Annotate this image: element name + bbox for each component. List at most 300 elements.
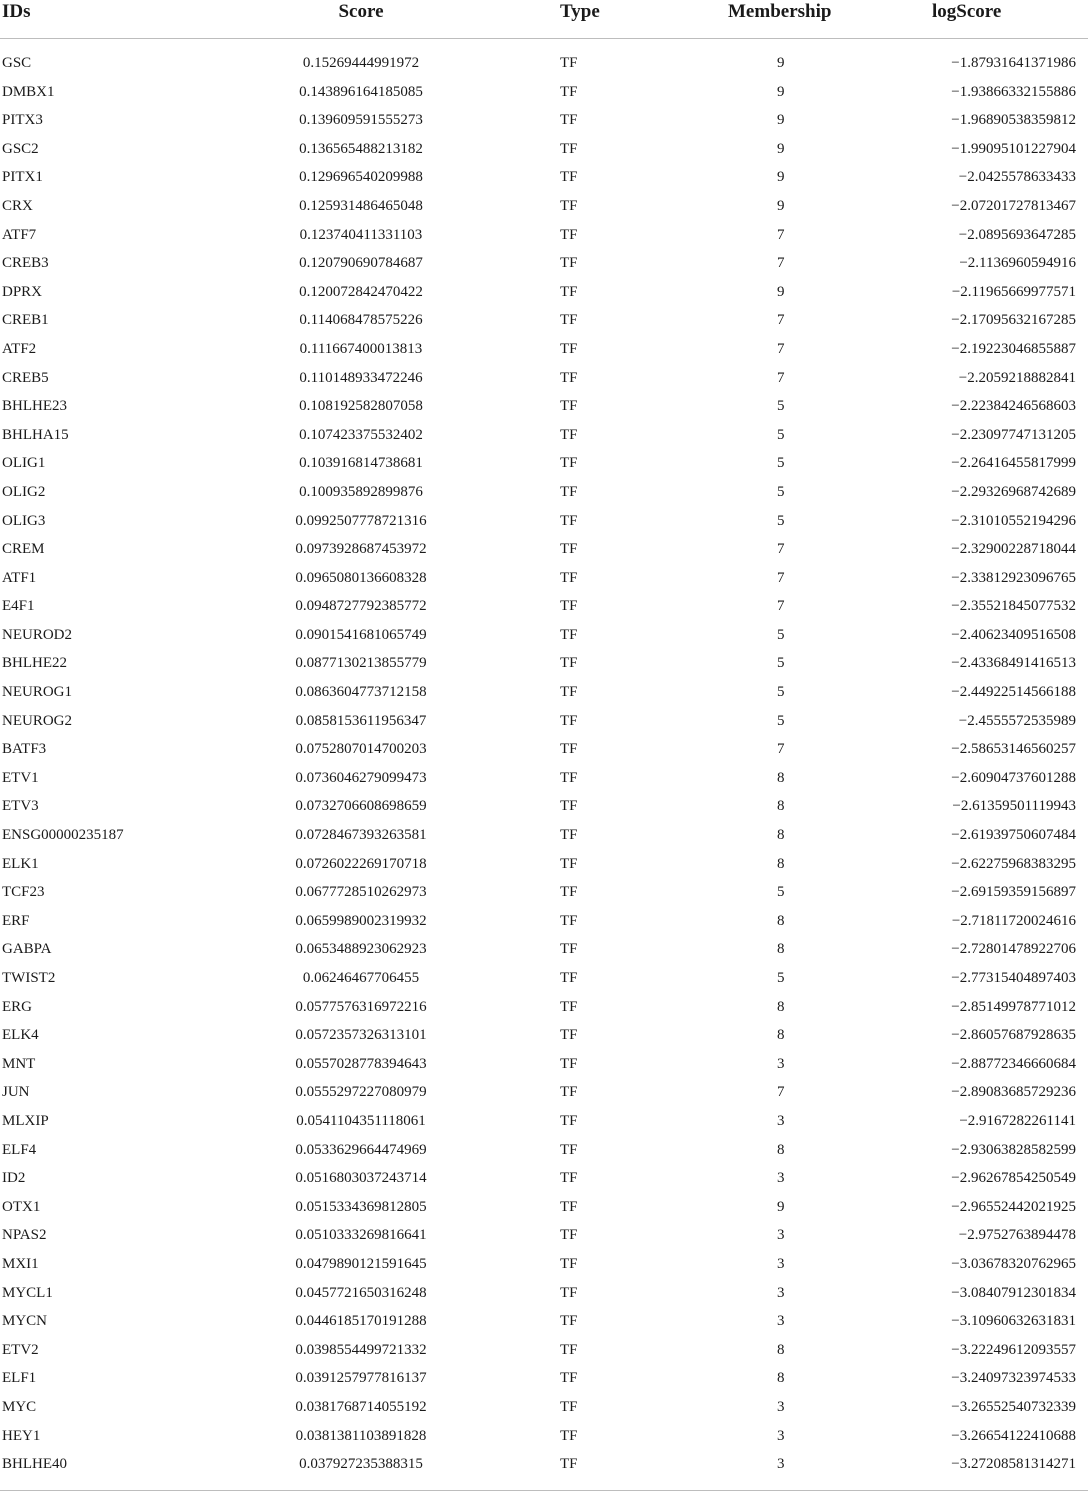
cell-membership: 7: [777, 255, 785, 272]
cell-membership: 7: [777, 226, 785, 243]
cell-membership: 8: [777, 998, 785, 1015]
cell-logscore: −2.31010552194296: [951, 512, 1076, 529]
table-row: [0, 449, 1088, 478]
table-body: [0, 39, 1088, 1479]
cell-type: TF: [560, 1341, 578, 1358]
cell-score: 0.0381768714055192: [295, 1398, 427, 1415]
table-row: [0, 392, 1088, 421]
cell-type: TF: [560, 626, 578, 643]
cell-type: TF: [560, 369, 578, 386]
cell-type: TF: [560, 884, 578, 901]
cell-type: TF: [560, 541, 578, 558]
cell-score: 0.0992507778721316: [295, 512, 427, 529]
table-row: [0, 964, 1088, 993]
cell-logscore: −2.9752763894478: [958, 1227, 1076, 1244]
cell-score: 0.103916814738681: [299, 455, 423, 472]
cell-score: 0.0555297227080979: [295, 1084, 427, 1101]
cell-score: 0.139609591555273: [299, 112, 423, 129]
cell-membership: 3: [777, 1227, 785, 1244]
cell-score: 0.0510333269816641: [295, 1227, 427, 1244]
cell-score: 0.0572357326313101: [295, 1027, 427, 1044]
cell-type: TF: [560, 1284, 578, 1301]
cell-id: CREB3: [2, 255, 49, 272]
cell-membership: 8: [777, 941, 785, 958]
table-row: [0, 1021, 1088, 1050]
cell-score: 0.125931486465048: [299, 197, 423, 214]
cell-logscore: −2.85149978771012: [951, 998, 1076, 1015]
table-row: [0, 1422, 1088, 1451]
cell-membership: 5: [777, 512, 785, 529]
table-row: [0, 278, 1088, 307]
cell-membership: 7: [777, 741, 785, 758]
header-row: [0, 0, 1088, 39]
cell-score: 0.0728467393263581: [295, 827, 427, 844]
cell-score: 0.107423375532402: [299, 426, 423, 443]
cell-score: 0.0541104351118061: [296, 1112, 426, 1129]
cell-membership: 7: [777, 312, 785, 329]
cell-type: TF: [560, 769, 578, 786]
cell-id: MYC: [2, 1398, 37, 1415]
table-row: [0, 1364, 1088, 1393]
cell-type: TF: [560, 655, 578, 672]
table-row: [0, 335, 1088, 364]
cell-id: ETV1: [2, 769, 39, 786]
cell-score: 0.100935892899876: [299, 483, 423, 500]
cell-type: TF: [560, 1055, 578, 1072]
cell-score: 0.0948727792385772: [295, 598, 427, 615]
table-row: [0, 306, 1088, 335]
cell-membership: 8: [777, 1341, 785, 1358]
cell-id: PITX3: [2, 112, 43, 129]
cell-id: BATF3: [2, 741, 47, 758]
cell-id: ID2: [2, 1170, 26, 1187]
table-row: [0, 163, 1088, 192]
cell-id: ATF2: [2, 340, 37, 357]
table-row: [0, 1307, 1088, 1336]
cell-logscore: −2.2059218882841: [958, 369, 1076, 386]
cell-score: 0.0653488923062923: [295, 941, 427, 958]
cell-membership: 7: [777, 1084, 785, 1101]
cell-type: TF: [560, 1398, 578, 1415]
cell-membership: 5: [777, 970, 785, 986]
cell-type: TF: [560, 483, 578, 500]
cell-id: CREB1: [2, 312, 49, 329]
cell-logscore: −2.86057687928635: [951, 1027, 1076, 1044]
header-membership: Membership: [640, 0, 918, 39]
table-row: [0, 592, 1088, 621]
cell-score: 0.0858153611956347: [295, 712, 427, 729]
cell-score: 0.037927235388315: [299, 1456, 423, 1473]
cell-logscore: −3.08407912301834: [951, 1284, 1076, 1301]
cell-id: TCF23: [2, 884, 45, 901]
cell-score: 0.0457721650316248: [295, 1284, 427, 1301]
cell-type: TF: [560, 1227, 578, 1244]
table-header: [0, 0, 1088, 39]
cell-id: CRX: [2, 197, 33, 214]
cell-logscore: −3.10960632631831: [951, 1313, 1076, 1330]
cell-score: 0.0557028778394643: [295, 1055, 427, 1072]
cell-id: HEY1: [2, 1427, 41, 1444]
cell-id: GABPA: [2, 941, 52, 958]
cell-id: MLXIP: [2, 1112, 49, 1129]
table-row: [0, 907, 1088, 936]
cell-score: 0.0446185170191288: [295, 1313, 427, 1330]
cell-score: 0.15269444991972: [302, 55, 420, 71]
cell-membership: 8: [777, 827, 785, 844]
cell-score: 0.110148933472246: [299, 369, 423, 386]
table-row: [0, 221, 1088, 250]
cell-id: MNT: [2, 1055, 36, 1072]
cell-membership: 5: [777, 884, 785, 901]
cell-score: 0.143896164185085: [299, 83, 423, 100]
cell-logscore: −2.23097747131205: [951, 426, 1076, 443]
cell-type: TF: [560, 226, 578, 243]
cell-logscore: −2.07201727813467: [951, 197, 1076, 214]
cell-membership: 7: [777, 569, 785, 586]
cell-logscore: −2.11965669977571: [951, 283, 1076, 300]
cell-id: ETV3: [2, 798, 39, 815]
cell-score: 0.120072842470422: [299, 283, 423, 300]
cell-score: 0.120790690784687: [299, 255, 423, 272]
cell-score: 0.0732706608698659: [295, 798, 427, 815]
cell-type: TF: [560, 169, 578, 186]
cell-membership: 9: [777, 112, 785, 129]
cell-type: TF: [560, 1198, 578, 1215]
cell-type: TF: [560, 255, 578, 272]
cell-type: TF: [560, 512, 578, 529]
table-row: [0, 1050, 1088, 1079]
cell-id: ELK4: [2, 1027, 39, 1044]
cell-id: DMBX1: [2, 83, 55, 100]
cell-logscore: −2.93063828582599: [951, 1141, 1076, 1158]
cell-logscore: −2.89083685729236: [951, 1084, 1076, 1101]
table-row: [0, 478, 1088, 507]
cell-type: TF: [560, 569, 578, 586]
cell-membership: 8: [777, 1027, 785, 1044]
cell-membership: 9: [777, 197, 785, 214]
cell-id: MYCL1: [2, 1284, 53, 1301]
cell-membership: 8: [777, 769, 785, 786]
cell-id: JUN: [2, 1084, 30, 1101]
cell-logscore: −2.58653146560257: [951, 741, 1076, 758]
table-row: [0, 878, 1088, 907]
cell-type: TF: [560, 798, 578, 815]
table-row: [0, 649, 1088, 678]
cell-id: GSC: [2, 55, 32, 71]
cell-id: OLIG2: [2, 483, 46, 500]
cell-type: TF: [560, 941, 578, 958]
cell-membership: 3: [777, 1112, 785, 1129]
cell-type: TF: [560, 1370, 578, 1387]
cell-type: TF: [560, 1456, 578, 1473]
table-row: [0, 1221, 1088, 1250]
cell-logscore: −2.77315404897403: [951, 970, 1076, 986]
cell-membership: 7: [777, 369, 785, 386]
table-row: [0, 535, 1088, 564]
table-row: [0, 1450, 1088, 1479]
cell-logscore: −2.61939750607484: [951, 827, 1076, 844]
cell-membership: 5: [777, 684, 785, 701]
cell-membership: 3: [777, 1284, 785, 1301]
cell-score: 0.0516803037243714: [295, 1170, 427, 1187]
cell-id: DPRX: [2, 283, 43, 300]
cell-membership: 5: [777, 426, 785, 443]
cell-logscore: −2.96267854250549: [951, 1170, 1076, 1187]
cell-type: TF: [560, 970, 578, 986]
cell-score: 0.0973928687453972: [295, 541, 427, 558]
cell-membership: 7: [777, 340, 785, 357]
table-row: [0, 1336, 1088, 1365]
cell-logscore: −2.96552442021925: [951, 1198, 1076, 1215]
cell-type: TF: [560, 1313, 578, 1330]
cell-logscore: −2.72801478922706: [951, 941, 1076, 958]
cell-id: ERF: [2, 912, 30, 929]
cell-score: 0.111667400013813: [299, 340, 423, 357]
table-row: [0, 507, 1088, 536]
cell-type: TF: [560, 455, 578, 472]
cell-logscore: −2.61359501119943: [952, 798, 1076, 815]
cell-id: ELF4: [2, 1141, 37, 1158]
cell-id: NEUROD2: [2, 626, 72, 643]
cell-type: TF: [560, 140, 578, 157]
table-row: [0, 39, 1088, 78]
table-row: [0, 564, 1088, 593]
cell-type: TF: [560, 1427, 578, 1444]
cell-logscore: −3.03678320762965: [951, 1255, 1076, 1272]
table-row: [0, 78, 1088, 107]
cell-id: BHLHE22: [2, 655, 67, 672]
cell-type: TF: [560, 1170, 578, 1187]
table-row: [0, 1136, 1088, 1165]
cell-id: BHLHE23: [2, 398, 67, 415]
table-row: [0, 1164, 1088, 1193]
header-score: Score: [200, 0, 522, 39]
cell-score: 0.108192582807058: [299, 398, 423, 415]
cell-id: TWIST2: [2, 970, 56, 986]
cell-id: ENSG00000235187: [2, 827, 124, 844]
cell-type: TF: [560, 827, 578, 844]
cell-id: MXI1: [2, 1255, 39, 1272]
table-row: [0, 364, 1088, 393]
cell-membership: 8: [777, 1141, 785, 1158]
cell-score: 0.0736046279099473: [295, 769, 427, 786]
table-row: [0, 1193, 1088, 1222]
cell-logscore: −2.0895693647285: [958, 226, 1076, 243]
cell-id: OLIG3: [2, 512, 46, 529]
table-row: [0, 421, 1088, 450]
cell-score: 0.06246467706455: [302, 970, 420, 986]
cell-logscore: −2.40623409516508: [951, 626, 1076, 643]
cell-score: 0.0752807014700203: [295, 741, 427, 758]
cell-type: TF: [560, 312, 578, 329]
table-row: [0, 1078, 1088, 1107]
cell-logscore: −2.9167282261141: [959, 1112, 1076, 1129]
cell-id: GSC2: [2, 140, 39, 157]
cell-logscore: −2.88772346660684: [951, 1055, 1076, 1072]
cell-id: PITX1: [2, 169, 43, 186]
cell-logscore: −2.22384246568603: [951, 398, 1076, 415]
cell-score: 0.0381381103891828: [295, 1427, 427, 1444]
cell-membership: 7: [777, 598, 785, 615]
cell-logscore: −2.60904737601288: [951, 769, 1076, 786]
cell-id: NEUROG2: [2, 712, 72, 729]
table-row: [0, 735, 1088, 764]
cell-score: 0.0877130213855779: [295, 655, 427, 672]
cell-id: OTX1: [2, 1198, 41, 1215]
cell-id: BHLHA15: [2, 426, 69, 443]
cell-score: 0.0677728510262973: [295, 884, 427, 901]
cell-type: TF: [560, 1141, 578, 1158]
table-row: [0, 249, 1088, 278]
cell-membership: 9: [777, 83, 785, 100]
cell-type: TF: [560, 283, 578, 300]
cell-membership: 8: [777, 912, 785, 929]
cell-score: 0.0515334369812805: [295, 1198, 427, 1215]
cell-membership: 9: [777, 140, 785, 157]
cell-score: 0.0479890121591645: [295, 1255, 427, 1272]
cell-membership: 8: [777, 1370, 785, 1387]
cell-score: 0.123740411331103: [299, 226, 423, 243]
cell-logscore: −3.26654122410688: [951, 1427, 1076, 1444]
header-ids: IDs: [0, 0, 200, 39]
cell-id: ETV2: [2, 1341, 39, 1358]
cell-id: BHLHE40: [2, 1456, 67, 1473]
cell-id: ELK1: [2, 855, 39, 872]
cell-id: ATF7: [2, 226, 37, 243]
table-bottom-rule: [0, 1490, 1088, 1491]
table-row: [0, 935, 1088, 964]
cell-logscore: −2.35521845077532: [951, 598, 1076, 615]
cell-score: 0.0965080136608328: [295, 569, 427, 586]
cell-id: NPAS2: [2, 1227, 47, 1244]
cell-logscore: −2.17095632167285: [951, 312, 1076, 329]
cell-membership: 3: [777, 1313, 785, 1330]
cell-logscore: −2.71811720024616: [951, 912, 1076, 929]
cell-type: TF: [560, 712, 578, 729]
cell-logscore: −2.44922514566188: [951, 684, 1076, 701]
cell-logscore: −1.93866332155886: [951, 83, 1076, 100]
cell-membership: 7: [777, 541, 785, 558]
cell-logscore: −1.96890538359812: [951, 112, 1076, 129]
table-row: [0, 192, 1088, 221]
cell-type: TF: [560, 1255, 578, 1272]
cell-score: 0.0901541681065749: [295, 626, 427, 643]
cell-membership: 3: [777, 1456, 785, 1473]
cell-score: 0.0398554499721332: [295, 1341, 427, 1358]
cell-score: 0.0659989002319932: [295, 912, 427, 929]
cell-type: TF: [560, 684, 578, 701]
cell-membership: 8: [777, 855, 785, 872]
table-row: [0, 1250, 1088, 1279]
header-type: Type: [522, 0, 640, 39]
cell-type: TF: [560, 398, 578, 415]
cell-logscore: −2.33812923096765: [951, 569, 1076, 586]
cell-membership: 9: [777, 169, 785, 186]
cell-id: ATF1: [2, 569, 37, 586]
table-row: [0, 821, 1088, 850]
cell-id: NEUROG1: [2, 684, 72, 701]
cell-logscore: −2.1136960594916: [959, 255, 1076, 272]
table-row: [0, 707, 1088, 736]
cell-logscore: −2.43368491416513: [951, 655, 1076, 672]
cell-score: 0.114068478575226: [299, 312, 423, 329]
table-row: [0, 792, 1088, 821]
cell-membership: 9: [777, 55, 785, 71]
cell-logscore: −1.99095101227904: [951, 140, 1076, 157]
cell-logscore: −2.4555572535989: [958, 712, 1076, 729]
cell-score: 0.136565488213182: [299, 140, 423, 157]
cell-type: TF: [560, 1084, 578, 1101]
table-row: [0, 850, 1088, 879]
cell-logscore: −3.24097323974533: [951, 1370, 1076, 1387]
table-row: [0, 678, 1088, 707]
cell-membership: 3: [777, 1170, 785, 1187]
table-row: [0, 1393, 1088, 1422]
cell-id: MYCN: [2, 1313, 48, 1330]
table-row: [0, 764, 1088, 793]
cell-id: CREM: [2, 541, 45, 558]
table-row: [0, 135, 1088, 164]
cell-type: TF: [560, 741, 578, 758]
cell-logscore: −3.27208581314271: [951, 1456, 1076, 1473]
cell-type: TF: [560, 1112, 578, 1129]
cell-logscore: −2.26416455817999: [951, 455, 1076, 472]
cell-id: E4F1: [2, 598, 35, 615]
table-row: [0, 106, 1088, 135]
cell-membership: 8: [777, 798, 785, 815]
cell-membership: 5: [777, 655, 785, 672]
cell-logscore: −2.29326968742689: [951, 483, 1076, 500]
cell-type: TF: [560, 912, 578, 929]
cell-id: ERG: [2, 998, 32, 1015]
cell-score: 0.0391257977816137: [295, 1370, 427, 1387]
cell-id: OLIG1: [2, 455, 46, 472]
cell-score: 0.0533629664474969: [295, 1141, 427, 1158]
cell-score: 0.129696540209988: [299, 169, 423, 186]
cell-type: TF: [560, 197, 578, 214]
cell-score: 0.0577576316972216: [295, 998, 427, 1015]
cell-logscore: −2.69159359156897: [951, 884, 1076, 901]
cell-logscore: −3.26552540732339: [951, 1398, 1076, 1415]
cell-type: TF: [560, 426, 578, 443]
cell-membership: 5: [777, 455, 785, 472]
cell-membership: 5: [777, 398, 785, 415]
header-logscore: logScore: [918, 0, 1088, 39]
cell-membership: 3: [777, 1427, 785, 1444]
cell-logscore: −2.19223046855887: [951, 340, 1076, 357]
cell-type: TF: [560, 855, 578, 872]
cell-logscore: −2.32900228718044: [951, 541, 1076, 558]
cell-membership: 5: [777, 483, 785, 500]
cell-type: TF: [560, 55, 578, 71]
table-row: [0, 621, 1088, 650]
cell-logscore: −3.22249612093557: [951, 1341, 1076, 1358]
cell-type: TF: [560, 340, 578, 357]
cell-membership: 3: [777, 1255, 785, 1272]
cell-type: TF: [560, 1027, 578, 1044]
table-row: [0, 1279, 1088, 1308]
cell-membership: 9: [777, 283, 785, 300]
cell-type: TF: [560, 998, 578, 1015]
cell-membership: 5: [777, 712, 785, 729]
cell-membership: 3: [777, 1398, 785, 1415]
cell-logscore: −1.87931641371986: [951, 55, 1076, 71]
cell-membership: 3: [777, 1055, 785, 1072]
cell-logscore: −2.62275968383295: [951, 855, 1076, 872]
cell-membership: 9: [777, 1198, 785, 1215]
cell-membership: 5: [777, 626, 785, 643]
cell-logscore: −2.0425578633433: [958, 169, 1076, 186]
